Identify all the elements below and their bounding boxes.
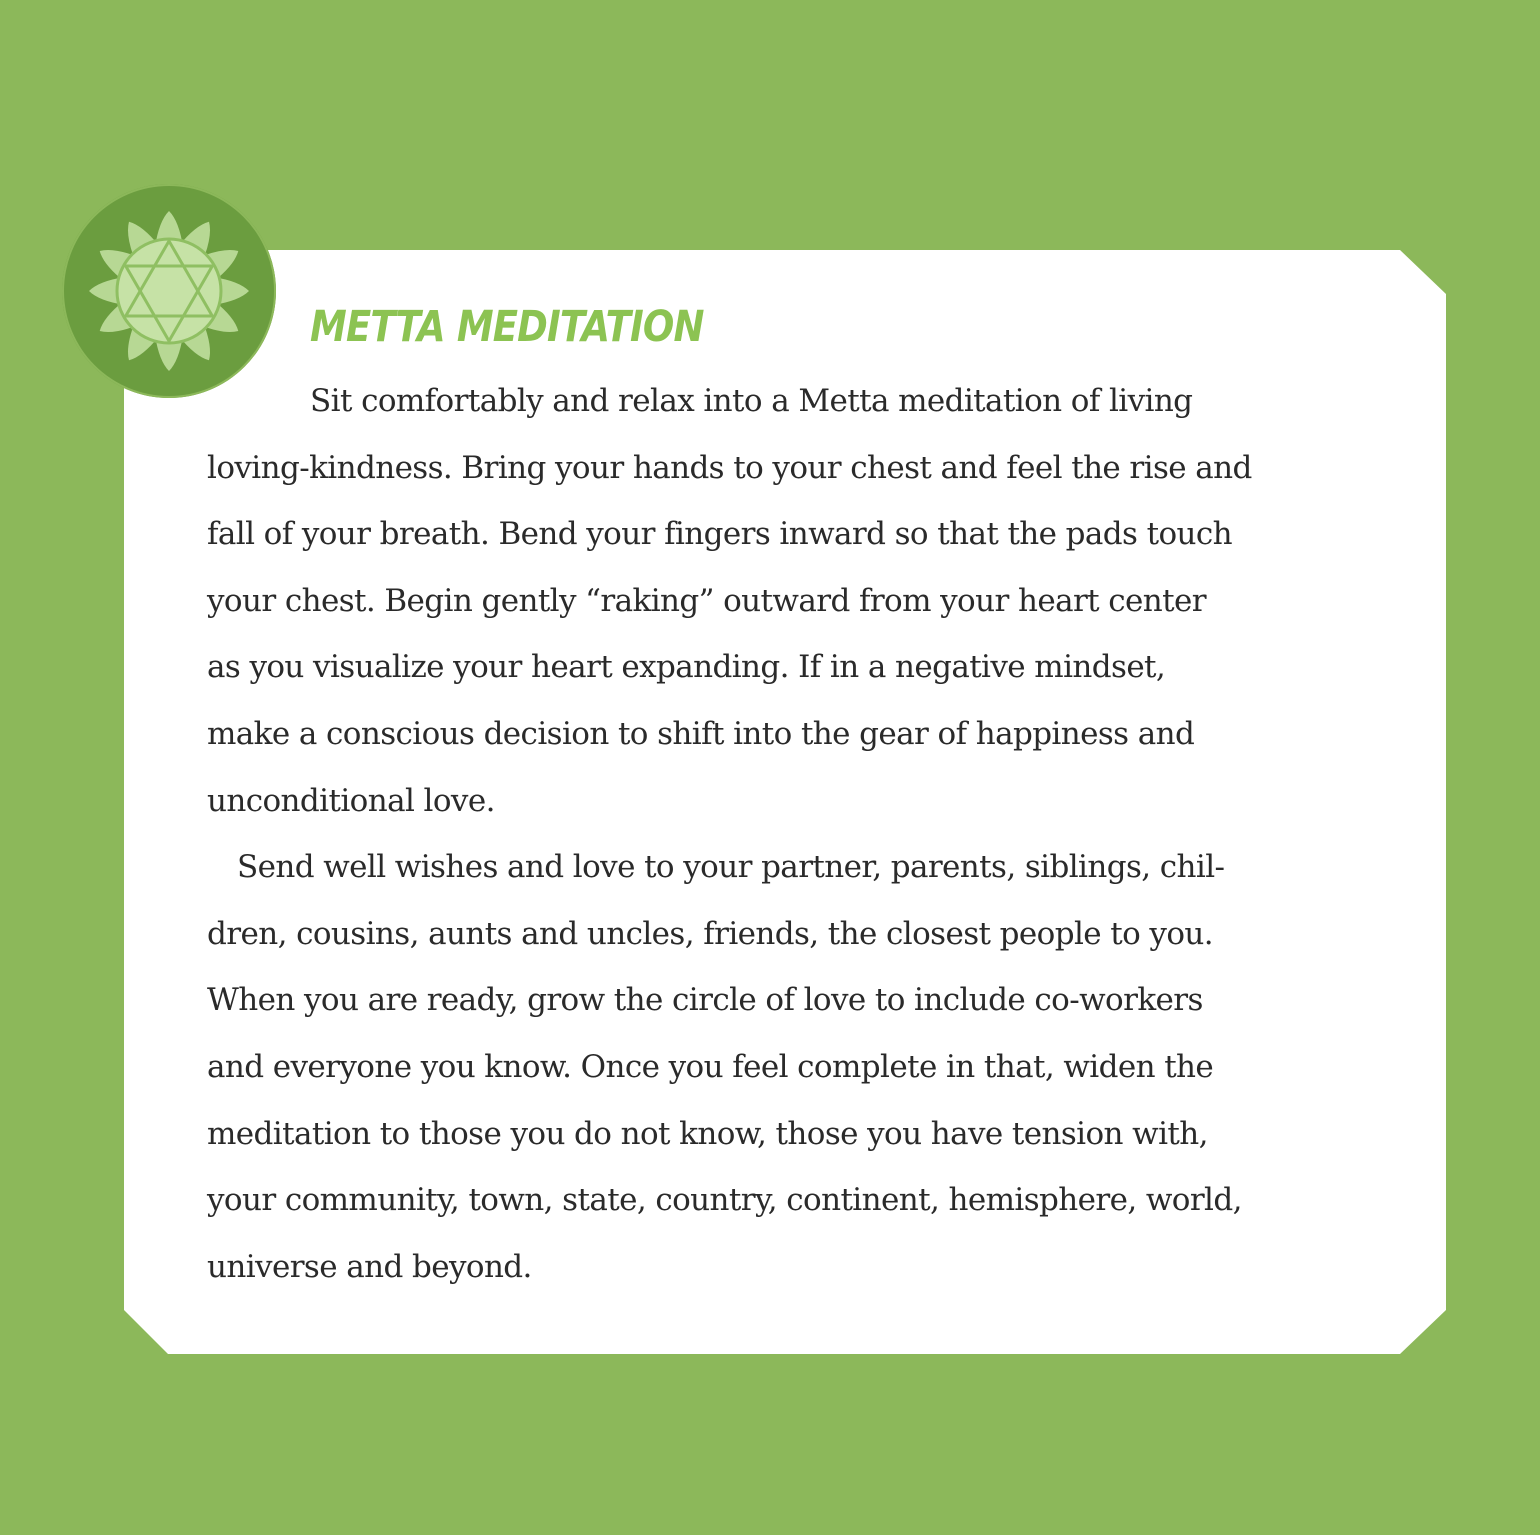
- text-line: as you visualize your heart expanding. If in a negative mindset,: [207, 649, 1166, 686]
- text-line: dren, cousins, aunts and uncles, friends, the closest people to you.: [207, 915, 1214, 952]
- heart-chakra-lotus-icon: [62, 184, 276, 398]
- text-line: make a conscious decision to shift into the gear of happiness and: [207, 715, 1195, 752]
- body-text: [207, 368, 1407, 1300]
- text-line: loving-kindness. Bring your hands to your chest and feel the rise and: [207, 449, 1252, 486]
- text-line: unconditional love.: [207, 782, 495, 819]
- text-line: and everyone you know. Once you feel complete in that, widen the: [207, 1048, 1214, 1085]
- text-line: fall of your breath. Bend your fingers inward so that the pads touch: [207, 516, 1233, 553]
- text-line: Send well wishes and love to your partner, parents, siblings, chil-: [237, 849, 1225, 886]
- text-line: meditation to those you do not know, those you have tension with,: [207, 1115, 1208, 1152]
- page-title: METTA MEDITATION: [310, 302, 704, 352]
- text-line: When you are ready, grow the circle of love to include co-workers: [207, 982, 1203, 1019]
- paragraph-1: [207, 368, 1407, 834]
- text-line: your chest. Begin gently “raking” outward from your heart center: [207, 582, 1206, 619]
- text-line: Sit comfortably and relax into a Metta meditation of living: [310, 383, 1193, 419]
- emblem-badge: [62, 184, 276, 398]
- paragraph-2: [207, 834, 1407, 1300]
- text-line: universe and beyond.: [207, 1248, 532, 1285]
- text-line: your community, town, state, country, continent, hemisphere, world,: [207, 1182, 1242, 1219]
